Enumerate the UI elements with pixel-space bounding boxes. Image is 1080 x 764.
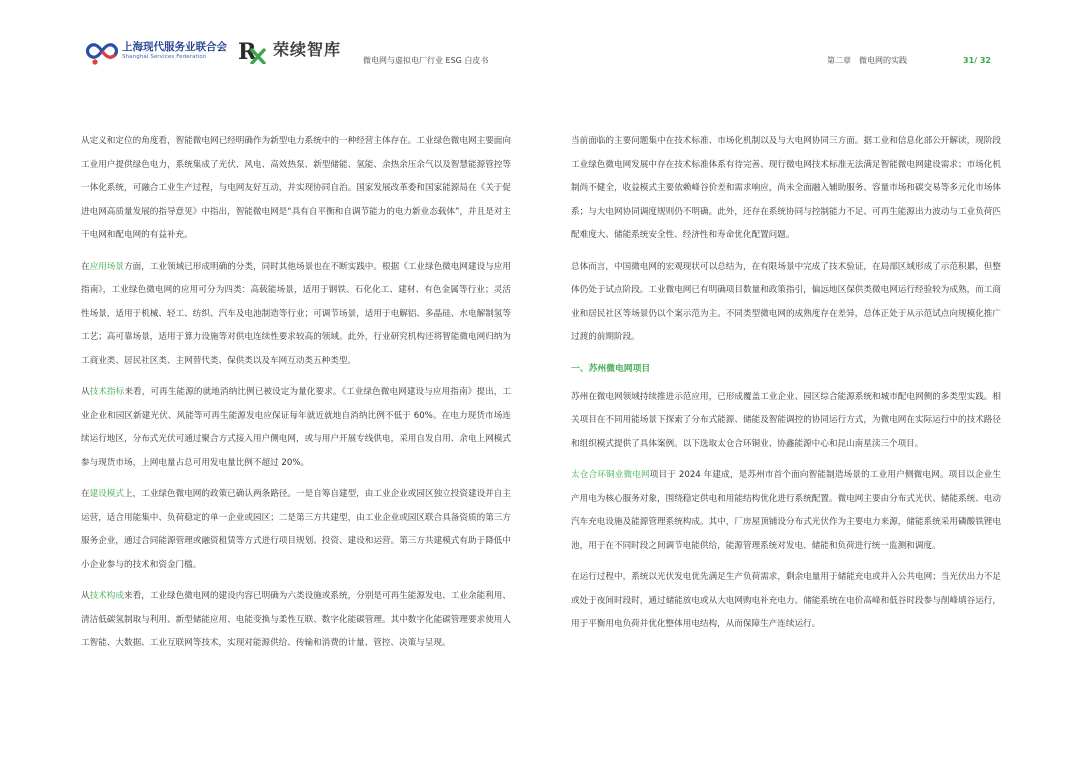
text-segment: 项目于 2024 年建成，是苏州市首个面向智能制造场景的工业用户侧微电网。项目以企业生产用电为核心服务对象，围绕稳定供电和用能结构优化进行系统配置。微电网主要由分布式光伏、储能系统、电动汽车充电设施及能源管理系统构成。其中，厂房屋顶铺设分布式光伏作为主要电力来源，储能系统采用磷酸铁锂电池，用于在不同时段之间调节电能供给，能源管理系统对发电、储能和负荷进行统一监测和调度。 — [571, 470, 1001, 551]
text-segment: 来看，工业绿色微电网的建设内容已明确为六类设施或系统，分别是可再生能源发电、工业余能利用、清洁低碳氢制取与利用、新型储能应用、电能变换与柔性互联、数字化能碳管理。其中数字化能碳管理要求使用人工智能、大数据、工业互联网等技术，实现对能源供给、传输和消费的计量、管控、决策与呈现。 — [81, 591, 511, 648]
paragraph-technical-composition — [81, 585, 511, 656]
highlight-term: 太仓合环铜业微电网 — [571, 470, 650, 480]
paragraph-operation: 在运行过程中，系统以光伏发电优先满足生产负荷需求，剩余电量用于储能充电或并入公共电网；当光伏出力不足或处于夜间时段时，通过储能放电或从大电网购电补充电力。储能系统在电价高峰和低谷时段参与削峰填谷运行，用于平衡用电负荷并优化整体用电结构，从而保障生产连续运行。 — [571, 572, 1001, 629]
ssf-name-en: Shanghai Services Federation — [122, 54, 207, 60]
text-segment: 从 — [81, 591, 90, 601]
paragraph-technical-indicators — [81, 381, 511, 475]
paragraph-construction-mode — [81, 483, 511, 577]
text-segment: 从 — [81, 387, 90, 397]
rx-logo-icon — [238, 38, 266, 64]
highlight-term: 应用场景 — [89, 261, 125, 272]
page-header — [0, 0, 1080, 80]
text-segment: 来看，可再生能源的就地消纳比例已被设定为量化要求。《工业绿色微电网建设与应用指南》提出，工业企业和园区新建光伏、风能等可再生能源发电应保证每年就近就地自消纳比例不低于 60%。在电力现货市场连续运行地区，分布式光伏可通过聚合方式接入用户侧电网，或与用户开展专线供电，采用自发自用、余电上网模式参与现货市场，上网电量占总可用发电量比例不超过 20%。 — [81, 387, 511, 468]
ssf-logo-text — [122, 41, 227, 61]
paragraph-definition: 从定义和定位的角度看，智能微电网已经明确作为新型电力系统中的一种经营主体存在。工业绿色微电网主要面向工业用户提供绿色电力，系统集成了光伏、风电、高效热泵、新型储能、氢能、余热余压余气以及智慧能源管控等一体化系统，可融合工业生产过程，与电网友好互动，并实现协同自治。国家发展改革委和国家能源局在《关于促进电网高质量发展的指导意见》中指出，智能微电网是“具有自平衡和自调节能力的电力新业态载体”，并且是对主干电网和配电网的有益补充。 — [81, 136, 512, 240]
paragraph-application-scenarios — [81, 256, 511, 374]
page-number: 31/ 32 — [963, 56, 991, 65]
ssf-name-cn: 上海现代服务业联合会 — [122, 41, 227, 53]
rongxu-logo-text: 荣续智库 — [273, 40, 342, 59]
text-segment: 上，工业绿色微电网的政策已确认两条路径。一是自筹自建型，由工业企业或园区独立投资建设并自主运营，适合用能集中、负荷稳定的单一企业或园区；二是第三方共建型，由工业企业或园区联合具备资质的第三方服务企业，通过合同能源管理或融资租赁等方式进行项目规划、投资、建设和运营。第三方共建模式有助于降低中小企业参与的技术和资金门槛。 — [81, 489, 511, 570]
left-column — [81, 130, 511, 664]
highlight-term: 技术指标 — [89, 387, 125, 397]
document-title: 微电网与虚拟电厂行业 ESG 白皮书 — [363, 56, 489, 65]
text-segment: 在 — [81, 261, 90, 272]
svg-text:R: R — [238, 39, 257, 64]
highlight-term: 建设模式 — [89, 489, 125, 499]
text-segment: 在 — [81, 489, 90, 499]
paragraph-taicang-project — [571, 464, 1001, 558]
paragraph-current-problems: 当前面临的主要问题集中在技术标准、市场化机制以及与大电网协同三方面。据工业和信息化部公开解读，现阶段工业绿色微电网发展中存在技术标准体系有待完善、现行微电网技术标准无法满足智能微电网建设需求；市场化机制尚不健全，收益模式主要依赖峰谷价差和需求响应，尚未全面融入辅助服务、容量市场和碳交易等多元化市场体系；与大电网协同调度规则仍不明确。此外，还存在系统协同与控制能力不足、可再生能源出力波动与工业负荷匹配难度大、储能系统安全性、经济性和寿命优化配置问题。 — [571, 136, 1001, 240]
chapter-title: 第二章 微电网的实践 — [827, 56, 907, 65]
section-heading: 一、苏州微电网项目 — [571, 363, 651, 374]
paragraph-suzhou-intro: 苏州在微电网领域持续推进示范应用，已形成覆盖工业企业、园区综合能源系统和城市配电网侧的多类型实践。相关项目在不同用能场景下探索了分布式能源、储能及智能调控的协同运行方式，为微电网在实际运行中的技术路径和组织模式提供了具体案例。以下选取太仓合环铜业、协鑫能源中心和昆山南星渎三个项目。 — [571, 391, 1001, 449]
text-segment: 方面，工业领域已形成明确的分类，同时其他场景也在不断实践中。根据《工业绿色微电网建设与应用指南》，工业绿色微电网的应用可分为四类：高载能场景，适用于钢铁、石化化工、建材、有色金属等行业；灵活性场景，适用于机械、轻工、纺织、汽车及电池制造等行业；可调节场景，适用于电解铝、多晶硅、水电解制氢等工艺；高可靠场景，适用于算力设施等对供电连续性要求较高的领域。此外，行业研究机构还将智能微电网归纳为工商业类、居民社区类、主网替代类、保供类以及车网互动类五种类型。 — [81, 261, 511, 366]
paragraph-overall-status: 总体而言，中国微电网的宏观现状可以总结为，在有限场景中完成了技术验证，在局部区域形成了示范积累，但整体仍处于试点阶段。工业微电网已有明确项目数量和政策指引，偏远地区保供类微电网运行经验较为成熟，而工商业和居民社区等场景仍以个案示范为主。不同类型微电网的成熟度存在差异，总体正处于从示范试点向规模化推广过渡的前期阶段。 — [571, 261, 1001, 342]
right-column — [571, 130, 1001, 645]
ssf-logo-icon — [86, 40, 118, 66]
highlight-term: 技术构成 — [89, 591, 125, 601]
